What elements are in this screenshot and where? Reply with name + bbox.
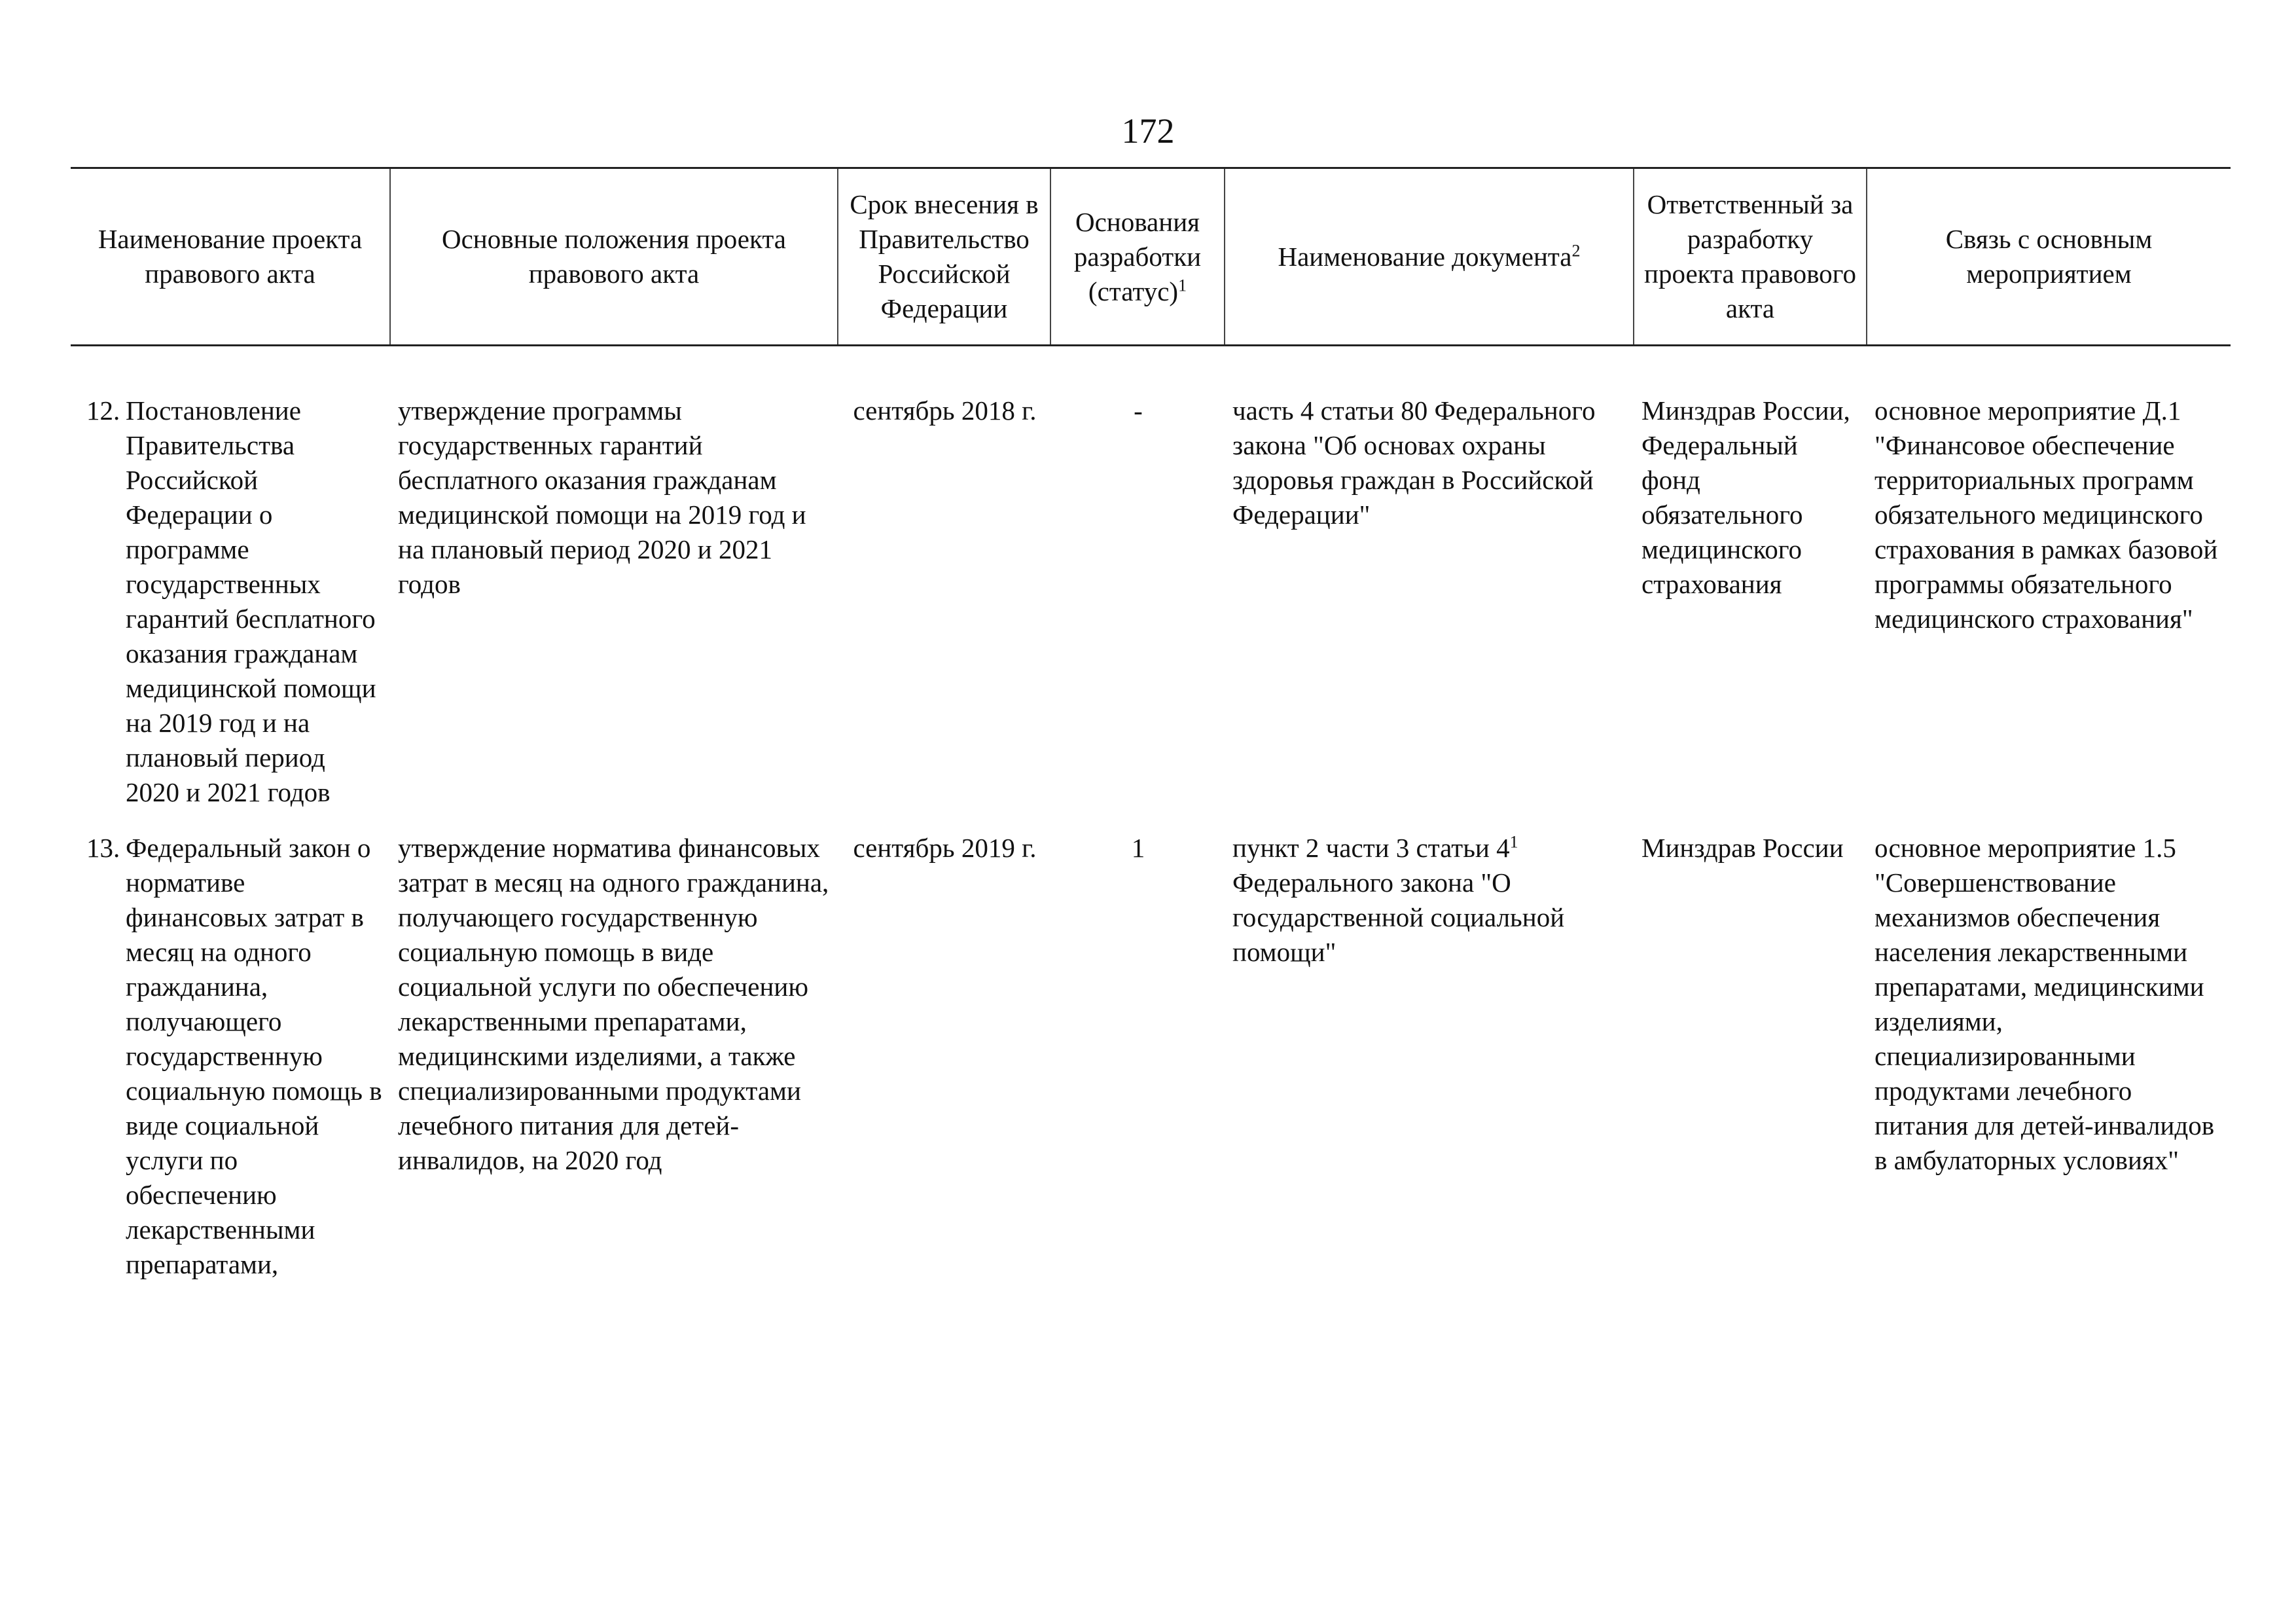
legal-acts-table (71, 167, 2231, 1282)
header-deadline: Срок внесения в Правительство Российской Федерации (838, 168, 1050, 346)
activity-link-cell: основное мероприятие Д.1 "Финансовое обеспечение территориальных программ обязательного медицинского страхования в рамках базовой программы обязательного медицинского страхования" (1874, 395, 2218, 634)
header-main-activity-link: Связь с основным мероприятием (1867, 168, 2231, 346)
document-cell: часть 4 статьи 80 Федерального закона "Об основах охраны здоровья граждан в Российской Федерации" (1232, 395, 1596, 530)
header-responsible: Ответственный за разработку проекта правового акта (1634, 168, 1867, 346)
page-number: 172 (1121, 111, 1175, 151)
footnote-mark: 1 (1178, 275, 1187, 295)
basis-cell: 1 (1131, 833, 1145, 863)
header-provisions: Основные положения проекта правового акта (390, 168, 838, 346)
act-name: Постановление Правительства Российской Федерации о программе государственных гарантий бесплатного оказания гражданам медицинской помощи на 2019 год и на плановый период 2020 и 2021 годов (126, 395, 376, 807)
responsible-cell: Минздрав России (1641, 833, 1844, 863)
basis-cell: - (1134, 395, 1143, 426)
document-reference: пункт 2 части 3 статьи 4 (1232, 833, 1510, 863)
deadline-cell: сентябрь 2019 г. (853, 833, 1037, 863)
header-document-name: Наименование документа$^2$ (1225, 168, 1634, 346)
responsible-cell: Минздрав России, Федеральный фонд обязательного медицинского страхования (1641, 395, 1850, 599)
act-name-cell (71, 810, 390, 1282)
table-header (71, 168, 2231, 346)
table-row (71, 346, 2231, 811)
table-row (71, 810, 2231, 1282)
deadline-cell: сентябрь 2018 г. (853, 395, 1037, 426)
document-law-title: Федерального закона "О государственной социальной помощи" (1232, 867, 1565, 967)
footnote-mark: 1 (1509, 832, 1518, 852)
provisions-cell: утверждение программы государственных гарантий бесплатного оказания гражданам медицинской помощи на 2019 год и на плановый период 2020 и 2021 годов (398, 395, 806, 599)
footnote-mark: 2 (1571, 240, 1581, 260)
act-name-cell (71, 346, 390, 811)
provisions-cell: утверждение норматива финансовых затрат в месяц на одного гражданина, получающего государственную социальную помощь в виде социальной услуги по обеспечению лекарственными препаратами, медицинскими изделиями, а также специализированными продуктами лечебного питания для детей-инвалидов, на 2020 год (398, 833, 829, 1175)
row-number: 13. (86, 833, 120, 863)
row-number: 12. (86, 395, 120, 426)
header-basis: Основания разработки (статус)$^1$ (1050, 168, 1225, 346)
activity-link-cell: основное мероприятие 1.5 "Совершенствование механизмов обеспечения населения лекарственными препаратами, медицинскими изделиями, специализированными продуктами лечебного питания для детей-инвалидов в амбулаторных условиях" (1874, 833, 2215, 1175)
act-name: Федеральный закон о нормативе финансовых затрат в месяц на одного гражданина, получающего государственную социальную помощь в виде социальной услуги по обеспечению лекарственными препаратами, (126, 833, 382, 1279)
header-act-name: Наименование проекта правового акта (71, 168, 390, 346)
document-cell (1225, 810, 1634, 1282)
